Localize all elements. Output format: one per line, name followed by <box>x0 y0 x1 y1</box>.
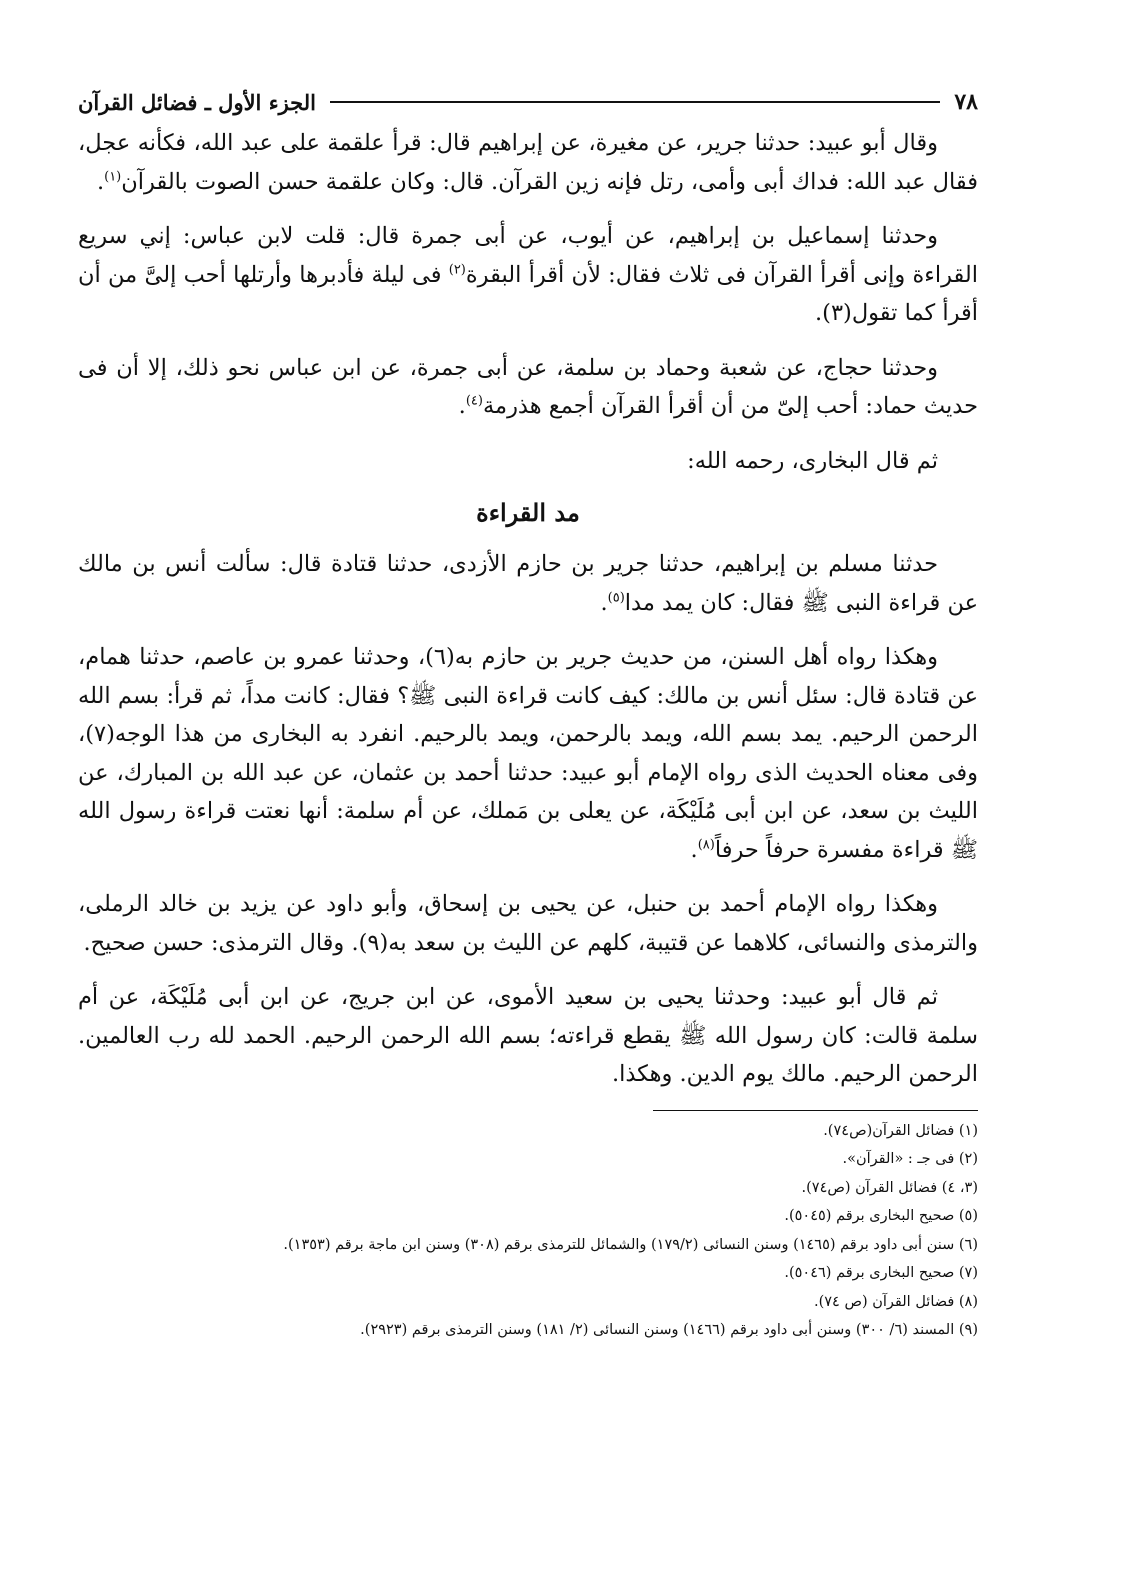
running-header <box>78 80 978 124</box>
footnote: (٧) صحيح البخارى برقم (٥٠٤٦). <box>784 1265 978 1281</box>
footnote: (١) فضائل القرآن(ص٧٤). <box>823 1122 978 1139</box>
footnote: (٢) فى جـ : «القرآن». <box>842 1151 978 1167</box>
header-rule <box>330 101 940 103</box>
page-number: ٧٨ <box>954 89 978 115</box>
paragraph: ثم قال البخارى، رحمه الله: <box>687 447 938 474</box>
footnote-ref: (٢) <box>448 262 466 277</box>
footnote-ref: (١) <box>104 169 122 184</box>
section-heading: مد القراءة <box>476 498 580 527</box>
footnote-ref: (٥) <box>607 590 625 605</box>
footnote: (٥) صحيح البخارى برقم (٥٠٤٥). <box>784 1208 978 1224</box>
footnote: (٦) سنن أبى داود برقم (١٤٦٥) وسنن النسائى (١٧٩/٢) والشمائل للترمذى برقم (٣٠٨) وسنن ابن ماجة برقم (١٣٥٣). <box>283 1236 978 1253</box>
footnote-separator <box>653 1110 978 1111</box>
footnote-ref: (٤) <box>465 393 483 409</box>
footnotes <box>78 1117 978 1345</box>
paragraph: وهكذا رواه الإمام أحمد بن حنبل، عن يحيى بن إسحاق، وأبو داود عن يزيد بن خالد الرملى، والترمذى والنسائى، كلاهما عن قتيبة، كلهم عن الليث بن سعد به(٩). وقال الترمذى: حسن صحيح. <box>78 891 978 956</box>
book-page <box>78 80 978 1560</box>
paragraph: وحدثنا إسماعيل بن إبراهيم، عن أيوب، عن أبى جمرة قال: قلت لابن عباس: إني سريع القراءة وإنى أقرأ القرآن فى ثلاث فقال: لأن أقرأ البقرة$^{(٢)}$ فى ليلة فأدبرها وأرتلها أحب إلىَّ من أن أقرأ كما تقول(٣). <box>78 223 978 326</box>
footnote: (٨) فضائل القرآن (ص ٧٤). <box>813 1293 978 1310</box>
footnote: (٣، ٤) فضائل القرآن (ص٧٤). <box>801 1179 978 1196</box>
footnote-ref: (٨) <box>697 837 715 852</box>
paragraph: وهكذا رواه أهل السنن، من حديث جرير بن حازم به(٦)، وحدثنا عمرو بن عاصم، حدثنا همام، عن قتادة قال: سئل أنس بن مالك: كيف كانت قراءة النبى ﷺ؟ فقال: كانت مداً، ثم قرأ: بسم الله الرحمن الرحيم. يمد بسم الله، ويمد بالرحمن، ويمد بالرحيم. انفرد به البخارى من هذا الوجه(٧)، وفى معناه الحديث الذى رواه الإمام أبو عبيد: حدثنا أحمد بن عثمان، عن عبد الله بن المبارك، عن الليث بن سعد، عن ابن أبى مُلَيْكَة، عن يعلى بن مَملك، عن أم سلمة: أنها نعتت قراءة رسول الله ﷺ قراءة مفسرة حرفاً حرفاً$^{(٨)}$. <box>78 644 978 863</box>
paragraph: حدثنا مسلم بن إبراهيم، حدثنا جرير بن حازم الأزدى، حدثنا قتادة قال: سألت أنس بن مالك عن قراءة النبى ﷺ فقال: كان يمد مدا$^{(٥)}$. <box>78 551 978 616</box>
footnote: (٩) المسند (٦/ ٣٠٠) وسنن أبى داود برقم (١٤٦٦) وسنن النسائى (٢/ ١٨١) وسنن الترمذى برقم (٢٩٢٣). <box>360 1322 978 1338</box>
paragraph: وقال أبو عبيد: حدثنا جرير، عن مغيرة، عن إبراهيم قال: قرأ علقمة على عبد الله، فكأنه عجل، فقال عبد الله: فداك أبى وأمى، رتل فإنه زين القرآن. قال: وكان علقمة حسن الصوت بالقرآن$^{(١)}$. <box>78 130 978 195</box>
paragraph: وحدثنا حجاج، عن شعبة وحماد بن سلمة، عن أبى جمرة، عن ابن عباس نحو ذلك، إلا أن فى حديث حماد: أحب إلىّ من أن أقرأ القرآن أجمع هذرمة$^{(٤)}$. <box>78 354 978 419</box>
paragraph: ثم قال أبو عبيد: وحدثنا يحيى بن سعيد الأموى، عن ابن جريج، عن ابن أبى مُلَيْكَة، عن أم سلمة قالت: كان رسول الله ﷺ يقطع قراءته؛ بسم الله الرحمن الرحيم. الحمد لله رب العالمين. الرحمن الرحيم. مالك يوم الدين. وهكذا. <box>78 984 978 1087</box>
running-title: الجزء الأول ـ فضائل القرآن <box>78 89 316 115</box>
